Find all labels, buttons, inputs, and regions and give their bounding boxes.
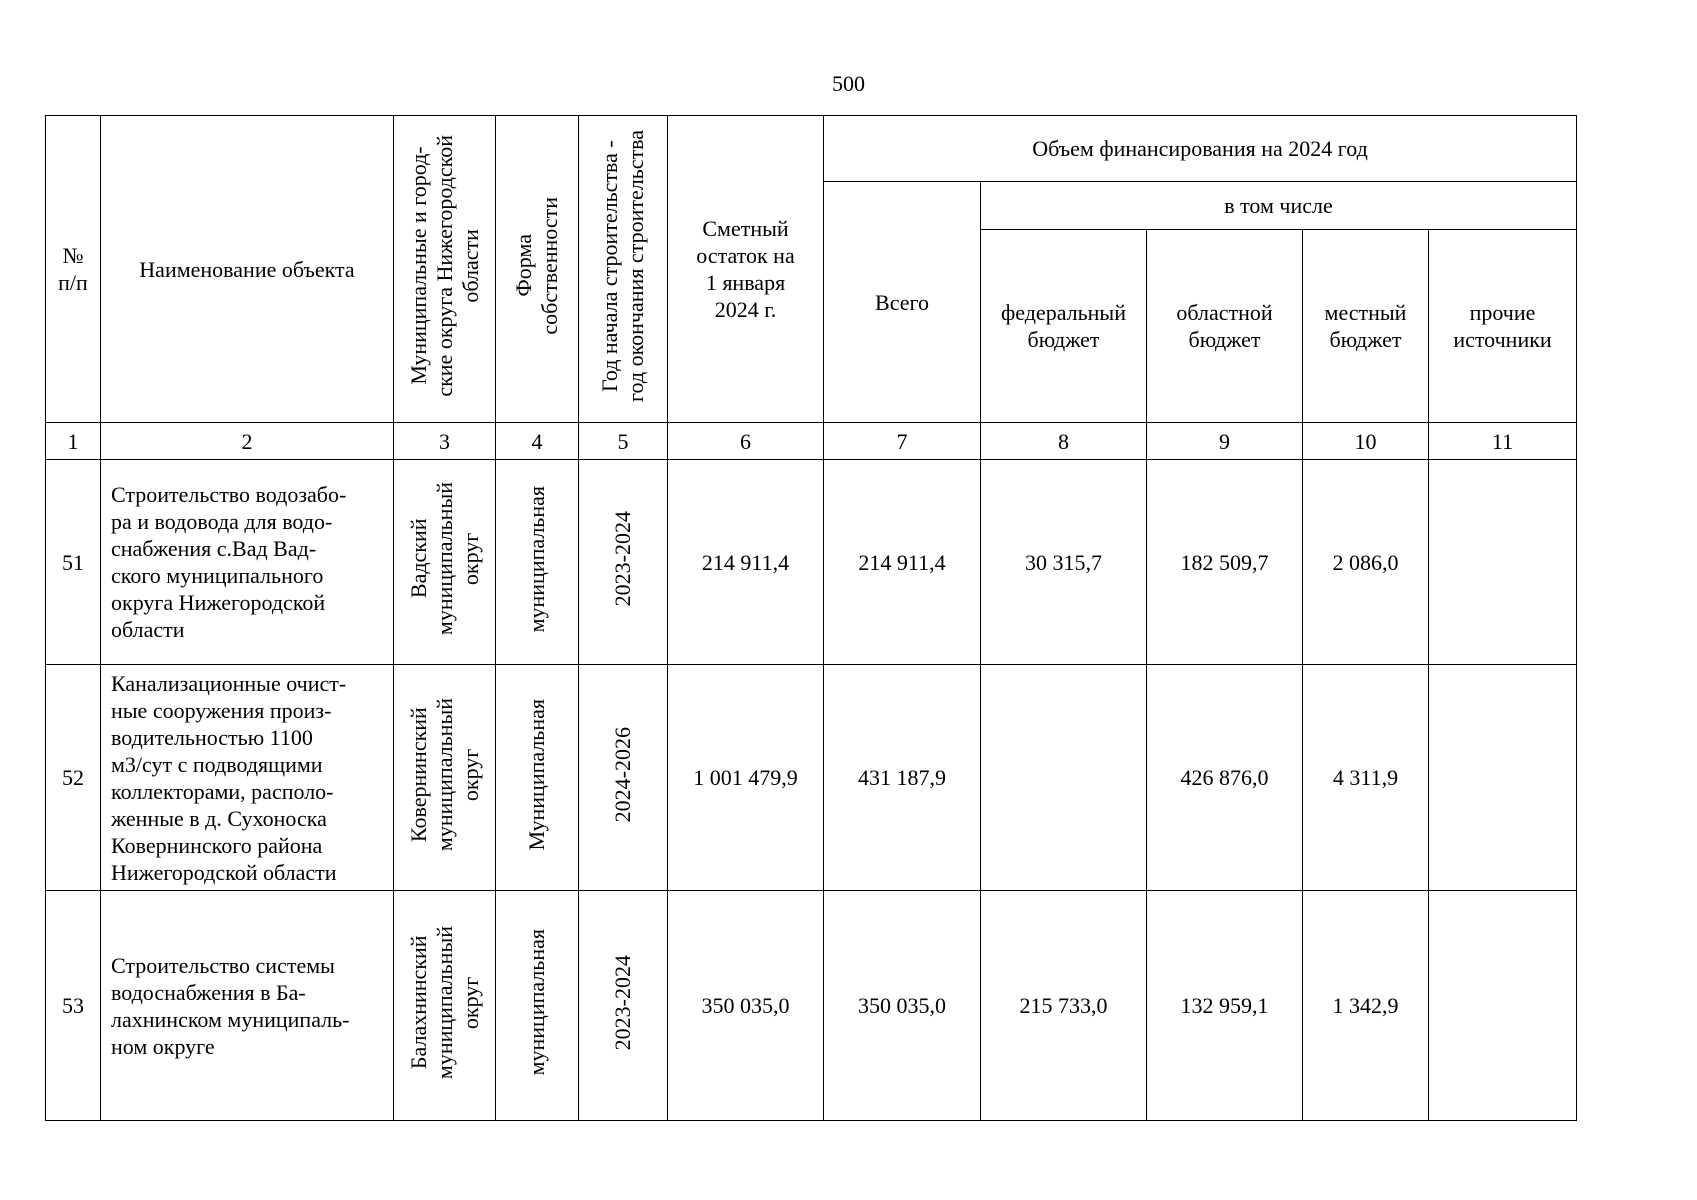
column-number: 3 (394, 423, 496, 460)
row-regional: 132 959,1 (1147, 891, 1303, 1121)
header-funding: Объем финансирования на 2024 год (824, 116, 1577, 182)
column-number: 8 (981, 423, 1147, 460)
header-row-1 (46, 116, 1577, 182)
row-other (1429, 460, 1577, 665)
header-municipality-cell (394, 116, 496, 423)
header-other: прочие источники (1429, 230, 1577, 423)
column-number: 7 (824, 423, 981, 460)
table-row (46, 891, 1577, 1121)
column-numbers-row (46, 423, 1577, 460)
row-total: 350 035,0 (824, 891, 981, 1121)
header-num: № п/п (46, 116, 101, 423)
row-num: 53 (46, 891, 101, 1121)
row-total: 431 187,9 (824, 665, 981, 891)
row-ownership: Муниципальная (524, 698, 549, 851)
row-ownership: муниципальная (524, 929, 549, 1076)
row-estimate: 1 001 479,9 (668, 665, 824, 891)
row-object-name: Строительство водозабо- ра и водовода для водо- снабжения с.Вад Вад- ского муниципального округа Нижегородской области (101, 460, 394, 665)
header-total: Всего (824, 182, 981, 423)
column-number: 9 (1147, 423, 1303, 460)
header-ownership-cell (496, 116, 579, 423)
header-municipality: Муниципальные и город- ские округа Нижегородской области (405, 135, 483, 397)
row-municipality: Вадский муниципальный округ (405, 482, 483, 636)
header-local: местный бюджет (1303, 230, 1429, 423)
row-years: 2023-2024 (610, 511, 635, 607)
header-regional: областной бюджет (1147, 230, 1303, 423)
column-number: 11 (1429, 423, 1577, 460)
row-years-cell (579, 891, 668, 1121)
header-name: Наименование объекта (101, 116, 394, 423)
row-ownership: муниципальная (524, 485, 549, 633)
row-municipality-cell (394, 891, 496, 1121)
row-ownership-cell (496, 460, 579, 665)
row-municipality: Ковернинский муниципальный округ (405, 697, 483, 852)
row-federal (981, 665, 1147, 891)
row-years-cell (579, 460, 668, 665)
row-object-name: Канализационные очист- ные сооружения произ- водительностью 1100 м3/сут с подводящими коллекторами, располо- женные в д. Сухоноска Ковернинского района Нижегородской области (101, 665, 394, 891)
column-number: 5 (579, 423, 668, 460)
row-num: 52 (46, 665, 101, 891)
row-municipality: Балахнинский муниципальный округ (405, 925, 483, 1080)
financing-table (45, 115, 1577, 1121)
header-ownership: Форма собственности (511, 197, 562, 335)
row-ownership-cell (496, 665, 579, 891)
header-years: Год начала строительства - год окончания строительства (597, 130, 648, 402)
row-years: 2024-2026 (610, 726, 635, 823)
header-years-cell (579, 116, 668, 423)
row-local: 1 342,9 (1303, 891, 1429, 1121)
row-other (1429, 891, 1577, 1121)
row-local: 2 086,0 (1303, 460, 1429, 665)
header-including: в том числе (981, 182, 1577, 230)
page-number: 500 (832, 71, 865, 96)
row-estimate: 214 911,4 (668, 460, 824, 665)
row-local: 4 311,9 (1303, 665, 1429, 891)
column-number: 2 (101, 423, 394, 460)
row-years-cell (579, 665, 668, 891)
header-federal: федеральный бюджет (981, 230, 1147, 423)
row-federal: 30 315,7 (981, 460, 1147, 665)
column-number: 10 (1303, 423, 1429, 460)
table-row (46, 665, 1577, 891)
row-regional: 182 509,7 (1147, 460, 1303, 665)
header-estimate: Сметный остаток на 1 января 2024 г. (668, 116, 824, 423)
row-total: 214 911,4 (824, 460, 981, 665)
row-ownership-cell (496, 891, 579, 1121)
row-regional: 426 876,0 (1147, 665, 1303, 891)
row-federal: 215 733,0 (981, 891, 1147, 1121)
row-estimate: 350 035,0 (668, 891, 824, 1121)
table-row (46, 460, 1577, 665)
row-years: 2023-2024 (610, 954, 635, 1051)
row-object-name: Строительство системы водоснабжения в Ба- лахнинском муниципаль- ном округе (101, 891, 394, 1121)
column-number: 4 (496, 423, 579, 460)
row-municipality-cell (394, 460, 496, 665)
row-municipality-cell (394, 665, 496, 891)
column-number: 6 (668, 423, 824, 460)
row-num: 51 (46, 460, 101, 665)
column-number: 1 (46, 423, 101, 460)
row-other (1429, 665, 1577, 891)
